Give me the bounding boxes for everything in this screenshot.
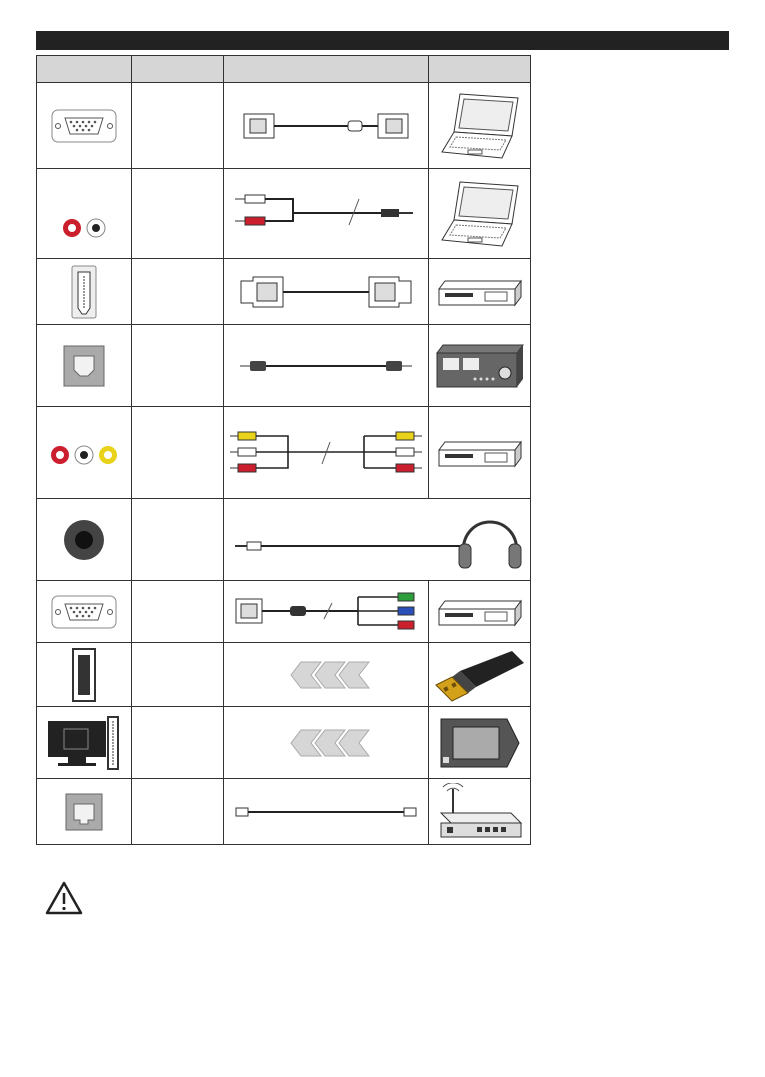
table-row <box>37 83 531 169</box>
connection-type-label <box>132 581 224 643</box>
table-row <box>37 407 531 499</box>
column-header-device <box>429 56 531 83</box>
connection-type-label <box>132 169 224 259</box>
vga-cable-icon <box>224 83 429 169</box>
usb-stick-icon <box>429 643 531 707</box>
section-header-bar <box>36 31 729 50</box>
vga-to-component-cable-icon <box>224 581 429 643</box>
connection-type-label <box>132 325 224 407</box>
insert-arrows-icon <box>224 707 429 779</box>
usb-port-icon <box>37 643 132 707</box>
ci-module-icon <box>429 707 531 779</box>
ethernet-cable-icon <box>224 779 429 845</box>
hdmi-cable-icon <box>224 259 429 325</box>
column-header-type <box>132 56 224 83</box>
table-header-row <box>37 56 531 83</box>
insert-arrows-icon <box>224 643 429 707</box>
ci-slot-icon <box>37 707 132 779</box>
headphone-jack-icon <box>37 499 132 581</box>
connection-type-label <box>132 779 224 845</box>
warning-triangle-icon <box>44 880 84 916</box>
vga-ypbpr-port-icon <box>37 581 132 643</box>
hdmi-port-icon <box>37 259 132 325</box>
table-row <box>37 325 531 407</box>
connection-type-label <box>132 643 224 707</box>
ethernet-port-icon <box>37 779 132 845</box>
optical-port-icon <box>37 325 132 407</box>
column-header-connector <box>37 56 132 83</box>
table-row <box>37 779 531 845</box>
table-row <box>37 259 531 325</box>
media-player-icon <box>429 581 531 643</box>
connections-table <box>36 55 531 845</box>
media-player-icon <box>429 259 531 325</box>
composite-av-port-icon <box>37 407 132 499</box>
connection-type-label <box>132 83 224 169</box>
amplifier-icon <box>429 325 531 407</box>
connection-type-label <box>132 407 224 499</box>
connection-type-label <box>132 707 224 779</box>
laptop-icon <box>429 83 531 169</box>
optical-cable-icon <box>224 325 429 407</box>
connection-type-label <box>132 259 224 325</box>
table-row <box>37 643 531 707</box>
router-icon <box>429 779 531 845</box>
connection-type-label <box>132 499 224 581</box>
column-header-cables <box>224 56 429 83</box>
table-row <box>37 581 531 643</box>
table-row <box>37 499 531 581</box>
headphone-cable-icon <box>224 499 531 581</box>
media-player-icon <box>429 407 531 499</box>
table-row <box>37 707 531 779</box>
audio-rca-port-icon <box>37 169 132 259</box>
vga-port-icon <box>37 83 132 169</box>
laptop-icon <box>429 169 531 259</box>
table-row <box>37 169 531 259</box>
rca-to-minijack-cable-icon <box>224 169 429 259</box>
av-rca-cable-icon <box>224 407 429 499</box>
